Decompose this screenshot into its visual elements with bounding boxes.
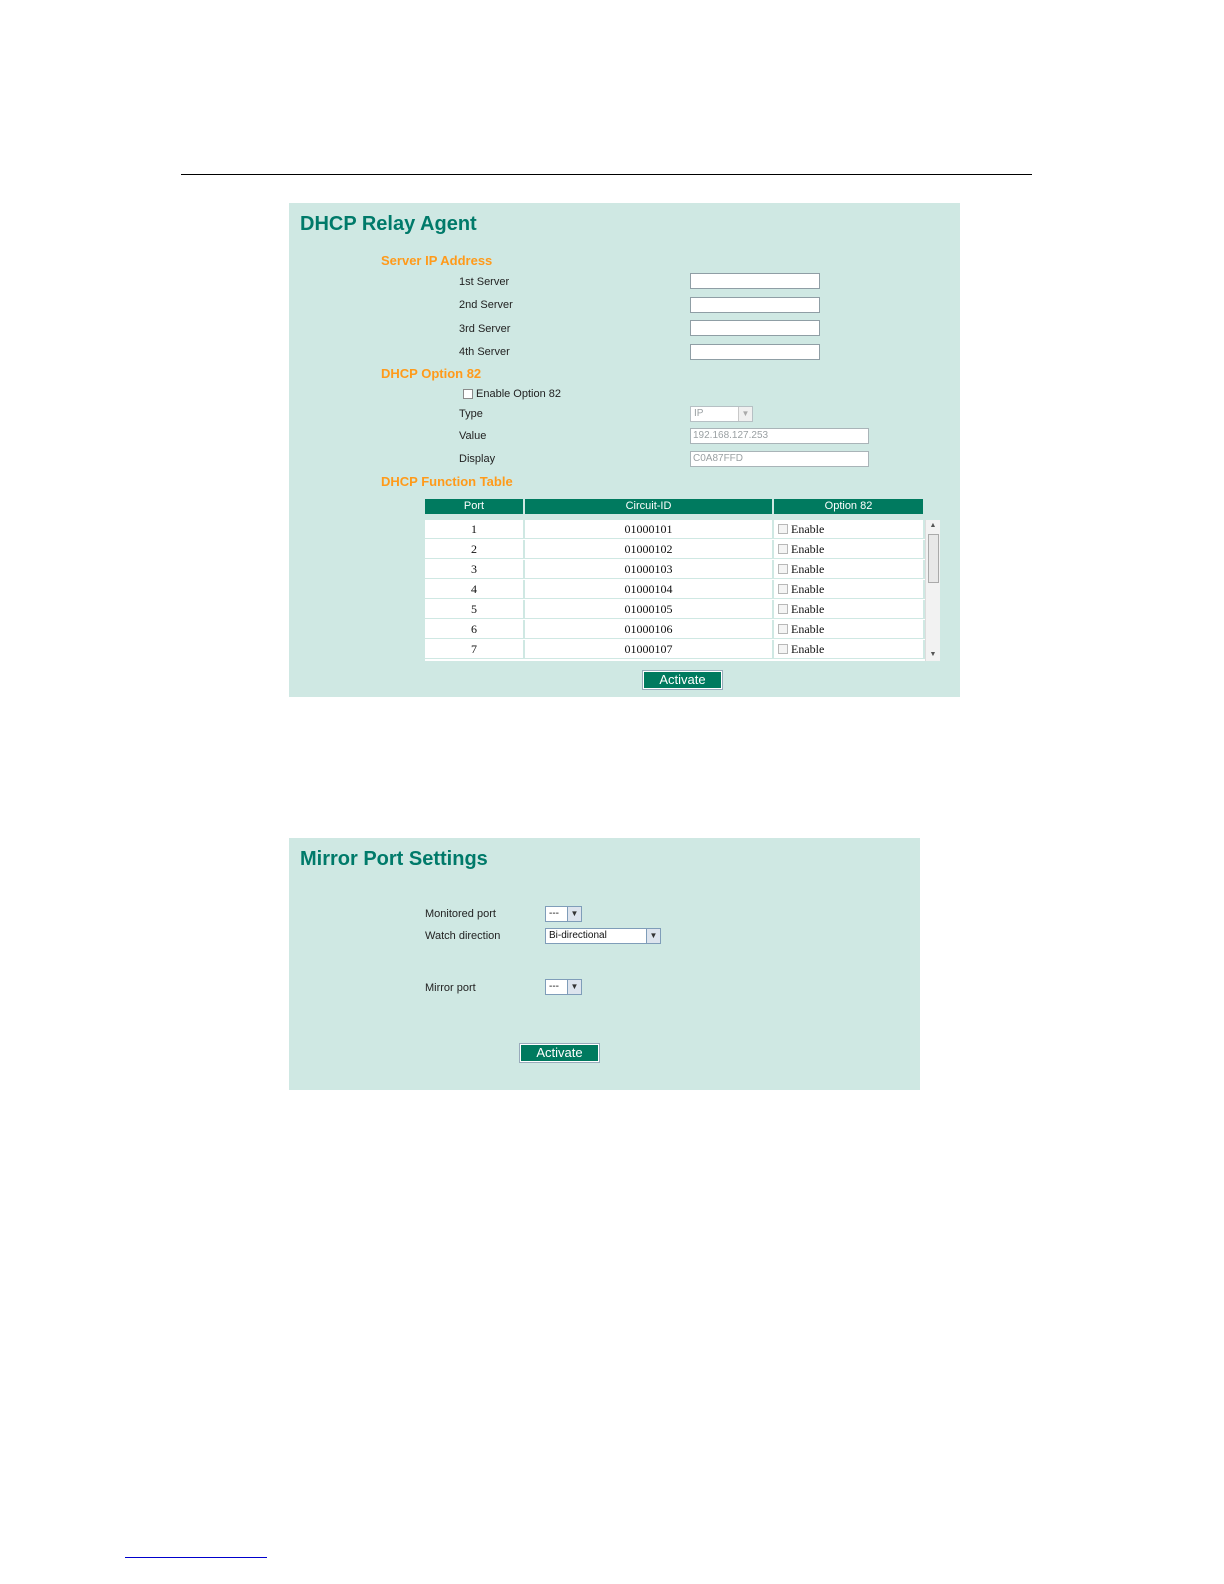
dhcp-panel-title: DHCP Relay Agent <box>300 213 477 235</box>
port-cell: 3 <box>425 560 525 579</box>
option82-checkbox[interactable] <box>778 524 788 534</box>
table-row <box>425 540 925 560</box>
watch-direction-label: Watch direction <box>425 930 501 942</box>
chevron-down-icon: ▼ <box>567 980 581 994</box>
watch-direction-value: Bi-directional <box>549 930 607 941</box>
server-1-input[interactable] <box>690 273 820 289</box>
port-cell: 6 <box>425 620 525 639</box>
scroll-down-icon[interactable]: ▼ <box>929 651 937 658</box>
option82-enable-label: Enable <box>791 562 825 576</box>
column-header-circuit-id: Circuit-ID <box>525 499 772 514</box>
monitored-port-label: Monitored port <box>425 908 496 920</box>
mirror-activate-button[interactable]: Activate <box>520 1044 599 1062</box>
monitored-port-select[interactable] <box>545 906 582 922</box>
option82-checkbox[interactable] <box>778 624 788 634</box>
table-row <box>425 600 925 620</box>
option82-checkbox[interactable] <box>778 564 788 574</box>
type-label: Type <box>459 408 483 420</box>
display-label: Display <box>459 453 496 465</box>
mirror-port-select[interactable] <box>545 979 582 995</box>
port-cell: 1 <box>425 520 525 539</box>
display-input: C0A87FFD <box>690 451 869 467</box>
option82-enable-label: Enable <box>791 622 825 636</box>
circuit-id-cell: 01000105 <box>525 600 774 619</box>
circuit-id-cell: 01000106 <box>525 620 774 639</box>
monitored-port-value: --- <box>549 908 559 919</box>
type-select[interactable] <box>690 406 753 422</box>
option82-enable-label: Enable <box>791 582 825 596</box>
option82-cell <box>774 520 925 539</box>
server-ip-section-title: Server IP Address <box>381 253 493 268</box>
server-2-input[interactable] <box>690 297 820 313</box>
option82-enable-label: Enable <box>791 522 825 536</box>
chevron-down-icon: ▼ <box>646 929 660 943</box>
server-4-label: 4th Server <box>459 346 510 358</box>
scroll-thumb[interactable] <box>928 534 939 583</box>
table-row <box>425 520 925 540</box>
option82-cell <box>774 640 925 659</box>
circuit-id-cell: 01000101 <box>525 520 774 539</box>
watch-direction-select[interactable] <box>545 928 661 944</box>
chevron-down-icon: ▼ <box>567 907 581 921</box>
dhcp-activate-button[interactable]: Activate <box>643 671 722 689</box>
enable-option82-checkbox[interactable] <box>463 389 473 399</box>
option82-cell <box>774 600 925 619</box>
table-row <box>425 620 925 640</box>
option82-enable-label: Enable <box>791 642 825 656</box>
footer-link-underline <box>125 1557 267 1558</box>
function-table-section-title: DHCP Function Table <box>381 474 513 489</box>
circuit-id-cell: 01000103 <box>525 560 774 579</box>
chevron-down-icon: ▼ <box>738 407 752 421</box>
port-cell: 2 <box>425 540 525 559</box>
option82-checkbox[interactable] <box>778 644 788 654</box>
mirror-port-value: --- <box>549 981 559 992</box>
circuit-id-cell: 01000102 <box>525 540 774 559</box>
option82-cell <box>774 620 925 639</box>
server-3-label: 3rd Server <box>459 323 511 335</box>
option82-cell <box>774 560 925 579</box>
scroll-up-icon[interactable]: ▲ <box>929 522 937 529</box>
table-row <box>425 640 925 660</box>
table-row <box>425 560 925 580</box>
page-header-rule <box>181 174 1032 175</box>
option82-enable-label: Enable <box>791 602 825 616</box>
table-row <box>425 580 925 600</box>
option82-section-title: DHCP Option 82 <box>381 366 482 381</box>
option82-enable-label: Enable <box>791 542 825 556</box>
server-1-label: 1st Server <box>459 276 510 288</box>
server-4-input[interactable] <box>690 344 820 360</box>
value-label: Value <box>459 430 487 442</box>
server-3-input[interactable] <box>690 320 820 336</box>
port-cell: 4 <box>425 580 525 599</box>
port-cell: 5 <box>425 600 525 619</box>
option82-checkbox[interactable] <box>778 604 788 614</box>
option82-cell <box>774 540 925 559</box>
column-header-port: Port <box>425 499 523 514</box>
port-cell: 7 <box>425 640 525 659</box>
mirror-port-label: Mirror port <box>425 982 476 994</box>
option82-checkbox[interactable] <box>778 584 788 594</box>
enable-option82-label: Enable Option 82 <box>476 388 562 400</box>
value-input[interactable]: 192.168.127.253 <box>690 428 869 444</box>
option82-cell <box>774 580 925 599</box>
circuit-id-cell: 01000104 <box>525 580 774 599</box>
mirror-port-settings-panel <box>289 838 920 1090</box>
circuit-id-cell: 01000107 <box>525 640 774 659</box>
dhcp-relay-agent-panel <box>289 203 960 697</box>
function-table-body <box>425 520 925 661</box>
server-2-label: 2nd Server <box>459 299 513 311</box>
option82-checkbox[interactable] <box>778 544 788 554</box>
mirror-panel-title: Mirror Port Settings <box>300 848 488 870</box>
type-select-value: IP <box>694 408 704 419</box>
table-scrollbar[interactable] <box>925 520 940 661</box>
column-header-option82: Option 82 <box>774 499 923 514</box>
